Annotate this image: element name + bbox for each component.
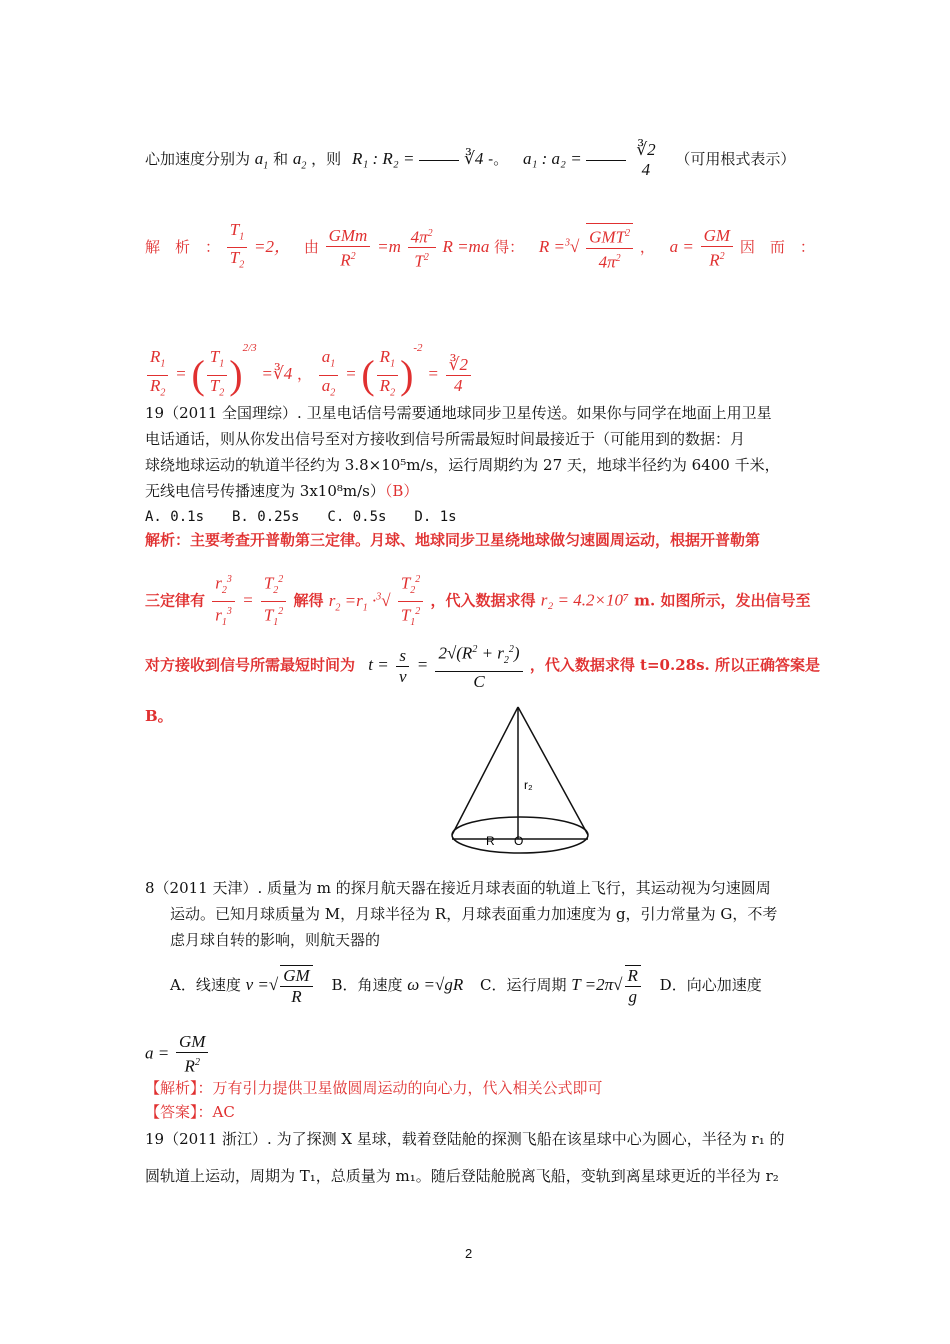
frac-time: $\frac{2√(R^2 + r_2^2)}{C}$ [435, 640, 522, 692]
q8-option-b: B．角速度 [331, 976, 403, 994]
text-line2a: 三定律有 [145, 591, 206, 610]
q8-option-d: D．向心加速度 [659, 976, 762, 994]
text-t-ratio: =2， [254, 236, 292, 256]
frac-gmm: $\frac{\text{GMm}}{R^2}$ [326, 226, 371, 271]
q19-line4: 无线电信号传播速度为 3x10⁸m/s） [145, 482, 385, 500]
text-line2b: 解得 [293, 591, 324, 610]
q19-block [145, 400, 780, 530]
analysis1-line1: 解 析 ： $\frac{T_1}{T_2}$ =2， 由 $\frac{\text{GMm}}{R^2}$ =m $\frac{4\pi^2}{T^2}$ R =ma 得： R =$^3$√ $\frac{GMT^2}{4\pi^2}$ ， a = $\frac{GM}{R^2}$ 因 而 ： [145, 220, 815, 276]
q19-line3: 球绕地球运动的轨道半径约为 3.8×10⁵m/s，运行周期约为 27 天，地球半径约为 6400 千米， [145, 456, 780, 474]
q8-answer: 【答案】：AC [145, 1103, 235, 1121]
math-a1: $a_1$ [254, 149, 269, 172]
frac-t2-t1-root: $\frac{T_2^2}{T_1^2}$ [398, 570, 423, 633]
text-prefix: 心加速度分别为 [145, 150, 251, 168]
top-line: 心加速度分别为 $a_1$ 和 $a_2$ ，则 R₁ : R₂ = ∛4 -。 a₁ : a₂ = ∛2 4 （可用根式表示） [145, 140, 796, 179]
frac-gmt2: $\frac{GMT^2}{4\pi^2}$ [586, 223, 633, 272]
q8-analysis: 【解析】：万有引力提供卫星做圆周运动的向心力，代入相关公式即可 [145, 1079, 603, 1097]
analysis-label: 解 析 ： [145, 237, 221, 256]
frac-gm-r: $\frac{GM}{R}$ [280, 965, 312, 1007]
label-R: R [486, 834, 495, 848]
q19-line2: 电话通话，则从你发出信号至对方接收到信号所需最短时间最接近于（可能用到的数据：月 [145, 430, 746, 448]
text-note: （可用根式表示） [675, 150, 796, 168]
text-line3b: ，代入数据求得 t=0.28s. 所以正确答案是 [529, 656, 820, 675]
frac-r2-r1: $\frac{r_2^3}{r_1^3}$ [212, 570, 235, 633]
text-line3a: 对方接收到信号所需最短时间为 [145, 656, 356, 675]
q8-option-a: A．线速度 [170, 976, 241, 994]
q8-line2: 运动。已知月球质量为 M，月球半径为 R，月球表面重力加速度为 g，引力常量为 G，不考 [170, 905, 778, 923]
frac-r-g: $\frac{R}{g}$ [625, 965, 641, 1007]
q19-analysis-line3: 对方接收到信号所需最短时间为 t = $\frac{s}{v}$ = $\frac{2√(R^2 + r_2^2)}{C}$ ，代入数据求得 t=0.28s. 所以正确答案是 [145, 640, 820, 692]
label-O: O [514, 834, 524, 848]
q8-option-d-formula: a = $\frac{GM}{R^2}$ [145, 1032, 210, 1077]
text-gives: 得： [494, 237, 525, 256]
text-line2c: ，代入数据求得 [430, 591, 536, 610]
cone-figure [448, 705, 596, 857]
text-line2d: m. 如图所示，发出信号至 [634, 591, 811, 610]
frac-s-v: $\frac{s}{v}$ [396, 646, 410, 687]
frac-t1-t2: $\frac{T_1}{T_2}$ [227, 220, 247, 276]
frac-a1-a2: $\frac{a_1}{a_2}$ [319, 347, 339, 403]
frac-4pi2: $\frac{4\pi^2}{T^2}$ [408, 224, 436, 272]
frac-r1-r2: $\frac{R_1}{R_2}$ [147, 347, 168, 403]
q19-answer-mark: （B） [384, 482, 419, 500]
frac-value2: $\frac{∛2}{4}$ [446, 355, 471, 396]
analysis1-line2: $\frac{R_1}{R_2}$ = ( $\frac{T_1}{T_2}$ )$^{2/3}$ =∛4 ， $\frac{a_1}{a_2}$ = ( $\frac{R_1}{R_2}$ )$^{-2}$ = $\frac{∛2}{4}$ [145, 335, 473, 403]
frac-gm-r2: $\frac{GM}{R^2}$ [701, 226, 733, 271]
page-number: 2 [465, 1246, 473, 1261]
q19-line1: 19（2011 全国理综）. 卫星电话信号需要通地球同步卫星传送。如果你与同学在地面上用卫星 [145, 404, 772, 422]
q8-line1: 8（2011 天津）. 质量为 m 的探月航天器在接近月球表面的轨道上飞行，其运动视为匀速圆周 [145, 879, 771, 897]
cone-right-edge [518, 707, 588, 835]
text-and: 和 [273, 150, 289, 168]
blank-line-2 [586, 160, 626, 161]
q8-option-c: C．运行周期 [480, 976, 567, 994]
text-then: ，则 [311, 150, 342, 168]
frac-ratio-a-value: ∛2 4 [636, 140, 656, 179]
text-thus: 因 而 ： [739, 237, 815, 256]
q19-analysis-line2: 三定律有 $\frac{r_2^3}{r_1^3}$ = $\frac{T_2^2}{T_1^2}$ 解得 $r_2 =r_1 \cdot^3√$ $\frac{T_2^2}{T_1^2}$ ，代入数据求得 r₂ = 4.2×10⁷ m. 如图所示，发出信号至 [145, 570, 810, 633]
math-ratio-a: a₁ : a₂ = [522, 149, 582, 168]
q8-line3: 虑月球自转的影响，则航天器的 [170, 931, 381, 949]
label-r2: r₂ [524, 778, 533, 792]
q19b-line1: 19（2011 浙江）. 为了探测 X 星球，载着登陆舱的探测飞船在该星球中心为圆心，半径为 r₁ 的 [145, 1130, 785, 1148]
q19-analysis-line4: B。 [145, 707, 173, 725]
frac-r1-r2-paren: $\frac{R_1}{R_2}$ [377, 347, 398, 403]
q19-analysis-line1: 解析：主要考查开普勒第三定律。月球、地球同步卫星绕地球做匀速圆周运动，根据开普勒第 [145, 531, 761, 549]
q19b-line2: 圆轨道上运动，周期为 T₁，总质量为 m₁。随后登陆舱脱离飞船，变轨到离星球更近的半径为 r₂ [145, 1167, 779, 1185]
math-ratio-r: R₁ : R₂ = [351, 149, 415, 168]
cone-left-edge [452, 707, 518, 835]
frac-t2-t1: $\frac{T_2^2}{T_1^2}$ [261, 570, 286, 633]
text-value-r2: r₂ = 4.2×10⁷ [540, 590, 629, 610]
text-val1: =∛4 [261, 364, 293, 383]
q8-options: A．线速度 v =√ $\frac{GM}{R}$ B．角速度 ω =√gR C．运行周期 T =2π√ $\frac{R}{g}$ D．向心加速度 [170, 966, 762, 1006]
frac-gm-r2-d: $\frac{GM}{R^2}$ [176, 1032, 208, 1077]
text-by: 由 [303, 237, 319, 256]
blank-line [419, 160, 459, 161]
q19-options: A. 0.1s B. 0.25s C. 0.5s D. 1s [145, 509, 457, 525]
frac-t1-t2-paren: $\frac{T_1}{T_2}$ [207, 347, 227, 403]
math-a2: $a_2$ [292, 149, 307, 172]
math-ratio-r-value: ∛4 [464, 149, 484, 168]
